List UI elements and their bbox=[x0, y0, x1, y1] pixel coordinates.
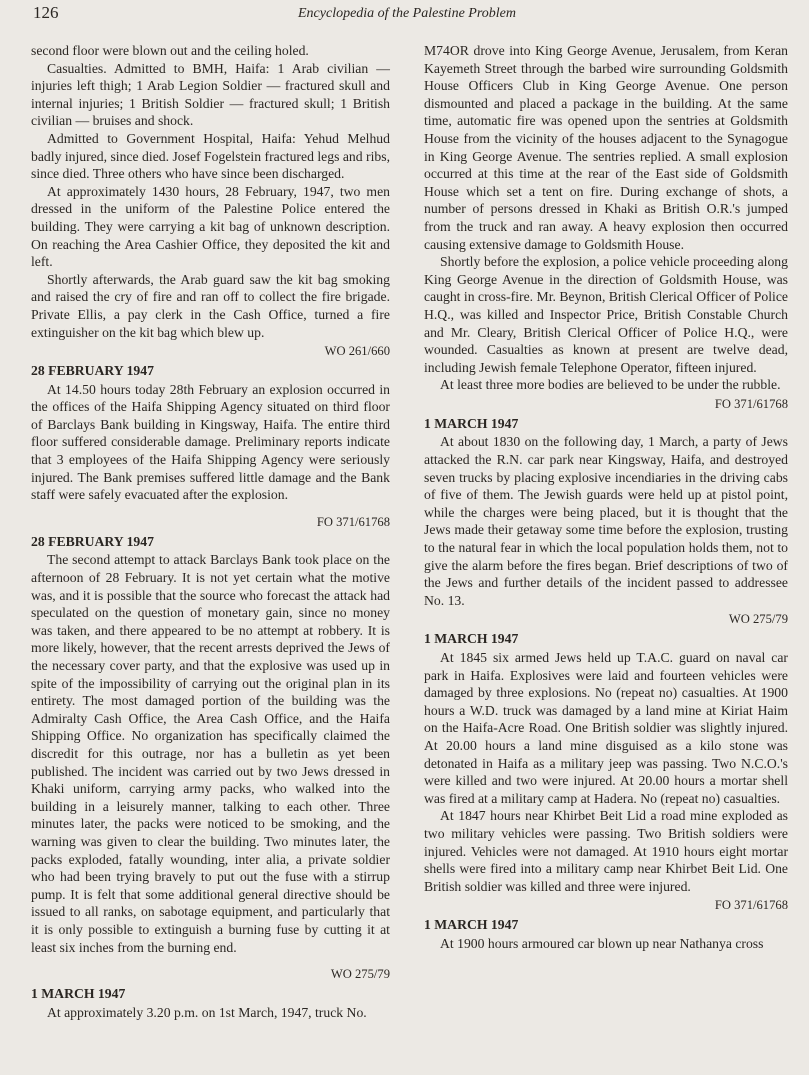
source-reference: FO 371/61768 bbox=[714, 898, 788, 913]
section-heading: 28 FEBRUARY 1947 bbox=[31, 533, 154, 549]
paragraph: Shortly before the explosion, a police vehicle proceeding along King George Avenue in the direction of Goldsmith House, was caught in cross-fire. Mr. Beynon, British Clerical Officer of Police H.Q., was killed and Inspector Price, British Constable Church and Mr. Cleary, British Clerical Officer of Police H.Q., were wounded. Casualties as known at present are twelve dead, including Jewish female Telephone Operator, fifteen injured. bbox=[424, 254, 788, 375]
paragraph: Shortly afterwards, the Arab guard saw the kit bag smoking and raised the cry of fire and ran off to collect the fire brigade. Private Ellis, a pay clerk in the Cash Office, turned a fire extinguisher on the kit bag which blew up. bbox=[31, 271, 390, 340]
paragraph: M74OR drove into King George Avenue, Jerusalem, from Keran Kayemeth Street through the barbed wire surrounding Goldsmith House Officers Club in King George Avenue. One person dismounted and placed a package in the building. At the same time, automatic fire was opened upon the sentries at Goldsmith House from the vicinity of the houses adjacent to the Synagogue in King George Avenue. The sentries replied. A small explosion occurred at this time at the rear of the East side of Goldsmith House which set a tent on fire. During exchange of shots, a number of persons dressed in Khaki as British O.R.'s jumped from the truck and ran away. A heavy explosion then occurred causing extensive damage to Goldsmith House. bbox=[424, 43, 788, 252]
source-reference: FO 371/61768 bbox=[316, 514, 390, 529]
source-reference: WO 261/660 bbox=[324, 344, 390, 359]
source-reference: FO 371/61768 bbox=[714, 396, 788, 411]
paragraph: At least three more bodies are believed to be under the rubble. bbox=[440, 377, 781, 393]
paragraph: At approximately 1430 hours, 28 February, 1947, two men dressed in the uniform of the Palestine Police entered the building. They were carrying a kit bag of unknown description. On reaching the Area Cashier Office, they deposited the kit and left. bbox=[31, 183, 390, 270]
right-column bbox=[424, 42, 788, 953]
paragraph: At 1845 six armed Jews held up T.A.C. guard on naval car park in Haifa. Explosives were laid and fourteen vehicles were damaged by three explosions. No (repeat no) casualties. At 1900 hours a W.D. truck was damaged by a land mine at Kiriat Haim on the Haifa-Acre Road. One British soldier was slightly injured. At 20.00 hours a land mine disguised as a kilo stone was detonated in Haifa as a military jeep was passing. Two N.C.O.'s were killed and two were injured. At 20.00 hours a mortar shell was fired at a military camp at Hadera. No (repeat no) casualties. bbox=[424, 650, 788, 806]
paragraph: second floor were blown out and the ceiling holed. bbox=[31, 43, 309, 58]
page-header bbox=[0, 3, 809, 27]
paragraph: At approximately 3.20 p.m. on 1st March, 1947, truck No. bbox=[47, 1004, 367, 1020]
section-heading: 1 MARCH 1947 bbox=[31, 986, 126, 1002]
source-reference: WO 275/79 bbox=[330, 967, 390, 982]
page-number: 126 bbox=[33, 3, 59, 22]
section-heading: 1 MARCH 1947 bbox=[424, 631, 519, 647]
paragraph: At 1900 hours armoured car blown up near Nathanya cross bbox=[440, 935, 764, 951]
paragraph: The second attempt to attack Barclays Bank took place on the afternoon of 28 February. It is not yet certain what the motive was, and it is possible that the source who forecast the attack had speculated on the question of monetary gain, since no money was taken, and there appeared to be no attempt at robbery. It is more likely, however, that the recent arrests deprived the Jews of the necessary cover party, and that the explosive was used up in spite of the impossibility of carrying out the original plan in its entirety. The most damaged portion of the building was the Admiralty Cash Office, the Area Cash Office, and the Haifa Shipping Office. No organization has specifically claimed the discredit for this outrage, nor has a bulletin as yet been published. The incident was carried out by two Jews dressed in Khaki uniform, carrying army packs, who walked into the building in a leisurely manner, talking to each other. Three minutes later, the packs were noticed to be smoking, and the warning was given to clear the building. Two minutes later, the packs exploded, fatally wounding, inter alia, a private soldier who had been trying bravely to put out the fuse with a stirrup pump. It is felt that some additional general directive should be issued to all ranks, on sabotage equipment, and particularly that it is only possible to extinguish a burning fuse by cutting it at least six inches from the burning end. bbox=[31, 552, 390, 955]
section-heading: 1 MARCH 1947 bbox=[424, 917, 519, 933]
source-reference: WO 275/79 bbox=[728, 612, 788, 627]
section-heading: 1 MARCH 1947 bbox=[424, 415, 519, 431]
paragraph: At 14.50 hours today 28th February an explosion occurred in the offices of the Haifa Shipping Agency situated on third floor of Barclays Bank building in Kingsway, Haifa. The entire third floor suffered considerable damage. Preliminary reports indicate that 3 employees of the Haifa Shipping Agency were seriously injured. The Bank premises suffered little damage and the Bank staff were safely evacuated after the explosion. bbox=[31, 381, 390, 503]
left-column bbox=[31, 42, 390, 1021]
paragraph: At 1847 hours near Khirbet Beit Lid a road mine exploded as two military vehicles were passing. Two British soldiers were injured. Vehicles were not damaged. At 1910 hours eight mortar shells were fired into a military camp near Khirbet Beit Lid. One British soldier was killed and three were injured. bbox=[424, 808, 788, 894]
section-heading: 28 FEBRUARY 1947 bbox=[31, 363, 154, 379]
paragraph: Casualties. Admitted to BMH, Haifa: 1 Arab civilian — injuries left thigh; 1 Arab Legion Soldier — fractured skull and internal injuries; 1 British Soldier — fractured skull; 1 British civilian — bruises and shock. bbox=[31, 60, 390, 129]
paragraph: Admitted to Government Hospital, Haifa: Yehud Melhud badly injured, since died. Josef Fogelstein fractured legs and ribs, since died. Three others who have since been discharged. bbox=[31, 130, 390, 182]
running-title: Encyclopedia of the Palestine Problem bbox=[298, 6, 516, 21]
paragraph: At about 1830 on the following day, 1 March, a party of Jews attacked the R.N. car park near Kingsway, Haifa, and destroyed seven trucks by placing explosive incendiaries in the driving cabs of five of them. The Jewish guards were held up at pistol point, while the charges were being placed, but it is thought that the Jews made their getaway some time before the explosion, trusting to the natural fear in which the local population holds them, not to give the alarm before the fires began. Brief descriptions of two of the Jews and further details of the incident passed to addressee No. 13. bbox=[424, 434, 788, 608]
